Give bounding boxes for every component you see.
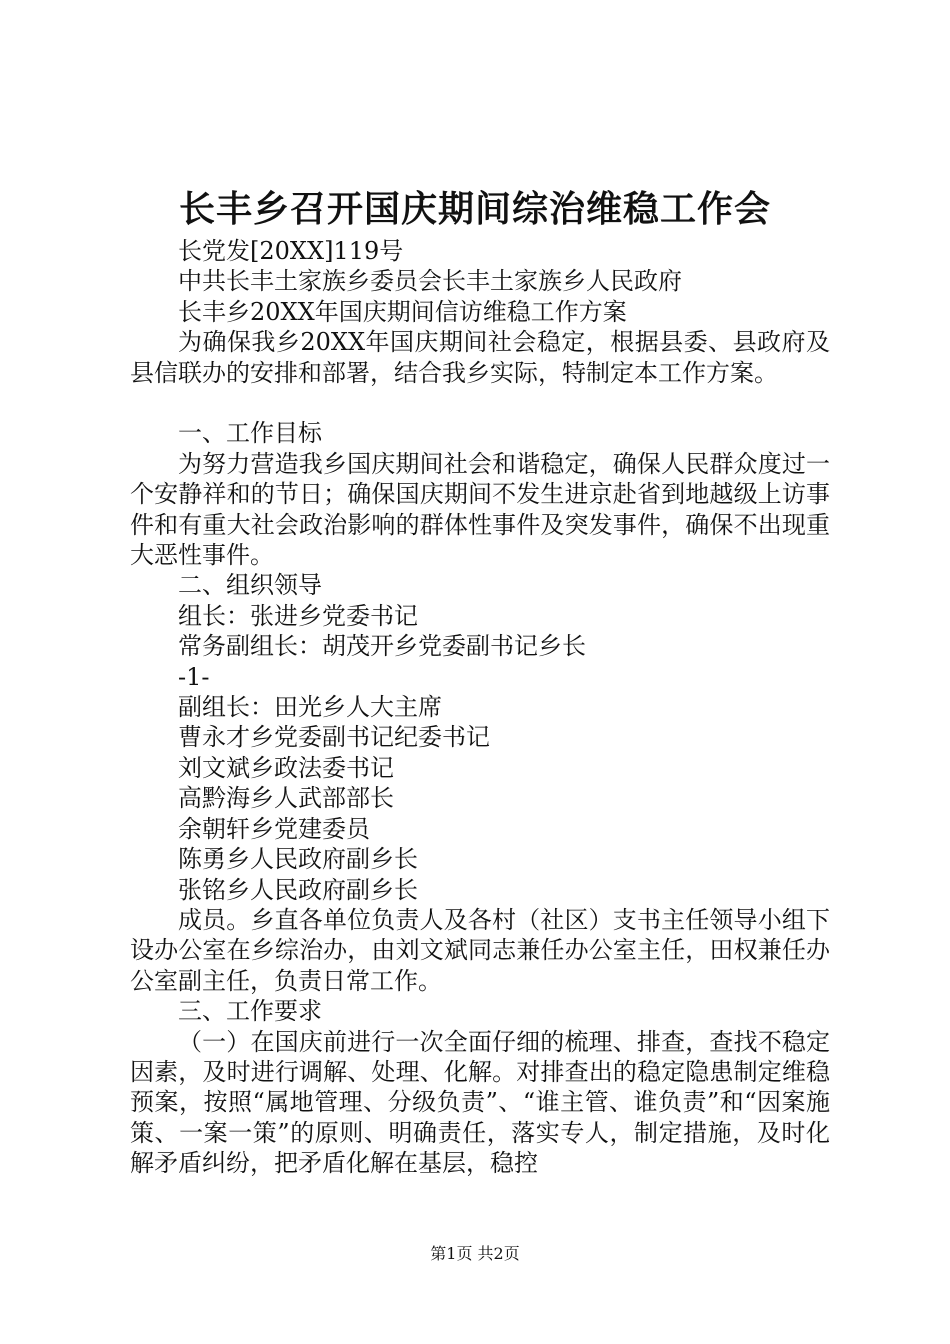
- requirement-paragraph: （一）在国庆前进行一次全面仔细的梳理、排查，查找不稳定因素，及时进行调解、处理、化解。对排查出的稳定隐患制定维稳预案，按照“属地管理、分级负责”、“谁主管、谁负责”和“因案施策、一案一策”的原则、明确责任，落实专人，制定措施，及时化解矛盾纠纷，把矛盾化解在基层，稳控: [130, 1027, 830, 1178]
- member-line: 张铭乡人民政府副乡长: [178, 875, 418, 904]
- section-heading-2: 二、组织领导: [178, 571, 322, 600]
- member-line: 高黔海乡人武部部长: [178, 784, 394, 813]
- member-line: 余朝轩乡党建委员: [178, 814, 370, 843]
- document-body: [130, 236, 830, 1179]
- section-heading-1: 一、工作目标: [178, 419, 322, 448]
- member-line: 刘文斌乡政法委书记: [178, 753, 394, 782]
- page-marker: -1-: [178, 662, 210, 691]
- goal-paragraph: 为努力营造我乡国庆期间社会和谐稳定，确保人民群众度过一个安静祥和的节日；确保国庆期间不发生进京赴省到地越级上访事件和有重大社会政治影响的群体性事件及突发事件，确保不出现重大恶性事件。: [130, 449, 830, 570]
- page-footer: 第1页 共2页: [430, 1244, 520, 1263]
- plan-title: 长丰乡20XX年国庆期间信访维稳工作方案: [178, 297, 627, 326]
- members-paragraph: 成员。乡直各单位负责人及各村（社区）支书主任领导小组下设办公室在乡综治办，由刘文斌同志兼任办公室主任，田权兼任办公室副主任，负责日常工作。: [130, 905, 830, 995]
- blank-line: [130, 388, 830, 418]
- leader-line: 组长：张进乡党委书记: [178, 601, 418, 630]
- deputy-line: 副组长：田光乡人大主席: [178, 693, 442, 722]
- section-heading-3: 三、工作要求: [178, 997, 322, 1026]
- member-line: 陈勇乡人民政府副乡长: [178, 845, 418, 874]
- doc-number: 长党发[20XX]119号: [178, 237, 404, 265]
- member-line: 曹永才乡党委副书记纪委书记: [178, 723, 490, 752]
- document-title: 长丰乡召开国庆期间综治维稳工作会: [178, 188, 771, 230]
- exec-deputy-line: 常务副组长：胡茂开乡党委副书记乡长: [178, 632, 586, 661]
- issuer-line: 中共长丰土家族乡委员会长丰土家族乡人民政府: [178, 267, 682, 296]
- intro-paragraph: 为确保我乡20XX年国庆期间社会稳定，根据县委、县政府及县信联办的安排和部署，结合我乡实际，特制定本工作方案。: [130, 328, 830, 387]
